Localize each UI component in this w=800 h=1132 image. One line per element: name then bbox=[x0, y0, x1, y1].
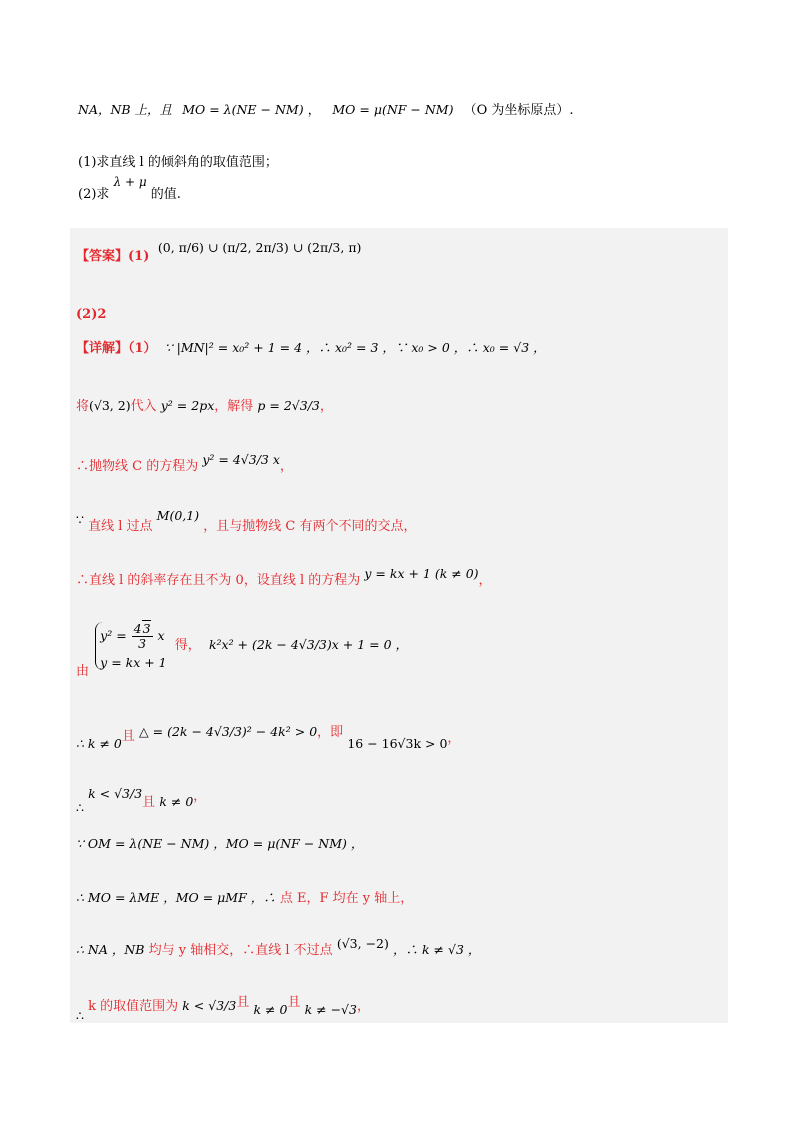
question-2-suffix: 的值. bbox=[150, 187, 181, 202]
s7-k-neq-0: ∴ k ≠ 0 bbox=[76, 736, 122, 751]
s4-point: M(0,1) bbox=[156, 508, 200, 523]
s2-text-c: 代入 bbox=[130, 399, 157, 414]
s4-text-d: ，且与抛物线 C 有两个不同的交点， bbox=[203, 519, 417, 534]
problem-note: （O 为坐标原点）. bbox=[463, 103, 574, 118]
s3-comma: ， bbox=[279, 459, 293, 474]
solution-step-2 bbox=[76, 400, 333, 413]
problem-line-1: NA，NB 上，且 MO = λ(NE − NM) ， MO = μ(NF − NM) （O 为坐标原点）. bbox=[78, 102, 574, 118]
s2-eq: y² = 2px bbox=[160, 398, 215, 413]
s11-na-nb: ∴ NA ，NB bbox=[76, 942, 145, 957]
question-2-expr: λ + μ bbox=[113, 175, 147, 189]
solution-step-11 bbox=[76, 936, 481, 958]
s3-eq: y² = 4√3/3 x bbox=[202, 452, 280, 467]
s7-comma: ， bbox=[447, 731, 461, 746]
s7-ji: ，即 bbox=[317, 725, 344, 740]
s2-text-g: ， bbox=[319, 399, 333, 414]
question-1: (1)求直线 l 的倾斜角的取值范围； bbox=[78, 155, 278, 170]
s2-text-a: 将 bbox=[76, 399, 90, 414]
solution-step-9 bbox=[76, 838, 363, 851]
solution-label: 【详解】（1） bbox=[76, 341, 157, 356]
s3-text: ∴抛物线 C 的方程为 bbox=[76, 459, 199, 474]
solution-step-6 bbox=[76, 621, 409, 680]
answer-line bbox=[76, 240, 362, 264]
s12-k-neq-0: k ≠ 0 bbox=[253, 1002, 288, 1017]
s6-de: 得， bbox=[174, 638, 201, 654]
s7-ineq: 16 − 16√3k > 0 bbox=[347, 736, 448, 751]
question-2 bbox=[78, 175, 181, 202]
s7-and: 且 bbox=[121, 729, 135, 744]
solution-step-3 bbox=[76, 452, 293, 474]
s12-comma: ， bbox=[356, 999, 370, 1014]
s4-text: 直线 l 过点 bbox=[88, 519, 153, 534]
s6-system: y² = $\frac{43}{3}$ x y = kx + 1 bbox=[95, 622, 166, 670]
problem-cond-1: MO = λ(NE − NM) bbox=[182, 102, 304, 117]
solution-step-12 bbox=[76, 995, 370, 1023]
answer-part2: (2)2 bbox=[76, 307, 107, 322]
s12-k-neq-neg: k ≠ −√3 bbox=[304, 1002, 357, 1017]
s6-eq: k²x² + (2k − 4√3/3)x + 1 = 0 ， bbox=[208, 637, 409, 653]
s12-and-2: 且 bbox=[287, 995, 301, 1010]
question-2-prefix: (2)求 bbox=[78, 187, 110, 202]
solution-step-8 bbox=[76, 786, 207, 815]
s2-p-value: p = 2√3/3 bbox=[257, 398, 320, 413]
s11-k-neq: ，∴ k ≠ √3 ， bbox=[393, 942, 481, 957]
s8-k-neq-0: k ≠ 0 bbox=[159, 794, 194, 809]
s12-therefore: ∴ bbox=[76, 1008, 84, 1023]
s4-because: ∵ bbox=[76, 512, 84, 527]
s8-therefore: ∴ bbox=[76, 800, 84, 815]
s11-point: (√3, −2) bbox=[336, 936, 389, 951]
s12-k-bound: k < √3/3 bbox=[182, 998, 237, 1013]
s7-discriminant: △ = (2k − 4√3/3)² − 4k² > 0 bbox=[139, 724, 318, 739]
s5-eq: y = kx + 1 (k ≠ 0) bbox=[364, 566, 479, 581]
problem-line1-start: NA，NB 上，且 bbox=[78, 102, 173, 117]
s5-comma: ， bbox=[478, 573, 492, 588]
solution-step-10 bbox=[76, 892, 413, 905]
s10-text: 点 E，F 均在 y 轴上， bbox=[279, 891, 414, 906]
s6-you: 由 bbox=[76, 664, 90, 680]
answer-part1-expr: (0, π/6) ∪ (π/2, 2π/3) ∪ (2π/3, π) bbox=[157, 240, 362, 255]
s2-text-e: ，解得 bbox=[214, 399, 254, 414]
s5-text: ∴直线 l 的斜率存在且不为 0，设直线 l 的方程为 bbox=[76, 573, 361, 588]
problem-cond-2: MO = μ(NF − NM) bbox=[332, 102, 454, 117]
s11-text: 均与 y 轴相交，∴直线 l 不过点 bbox=[148, 943, 333, 958]
s8-k-bound: k < √3/3 bbox=[88, 786, 143, 801]
s10-vectors: ∴ MO = λME ，MO = μMF ，∴ bbox=[76, 890, 276, 905]
s2-point: (√3, 2) bbox=[89, 398, 131, 413]
s12-text: k 的取值范围为 bbox=[88, 999, 179, 1014]
s9-vectors: ∵ OM = λ(NE − NM) ，MO = μ(NF − NM) ， bbox=[76, 836, 364, 851]
s12-and-1: 且 bbox=[236, 995, 250, 1010]
solution-s1: ∵ |MN|² = x₀² + 1 = 4 ，∴ x₀² = 3 ，∵ x₀ > 0 ，∴ x₀ = √3 ， bbox=[164, 340, 546, 355]
s8-comma: ， bbox=[193, 789, 207, 804]
solution-step-4 bbox=[76, 508, 417, 534]
answer-label: 【答案】(1) bbox=[76, 249, 150, 264]
solution-step-7 bbox=[76, 724, 461, 751]
s8-and: 且 bbox=[142, 795, 156, 810]
solution-step-5 bbox=[76, 566, 492, 588]
solution-step-1 bbox=[76, 342, 546, 355]
